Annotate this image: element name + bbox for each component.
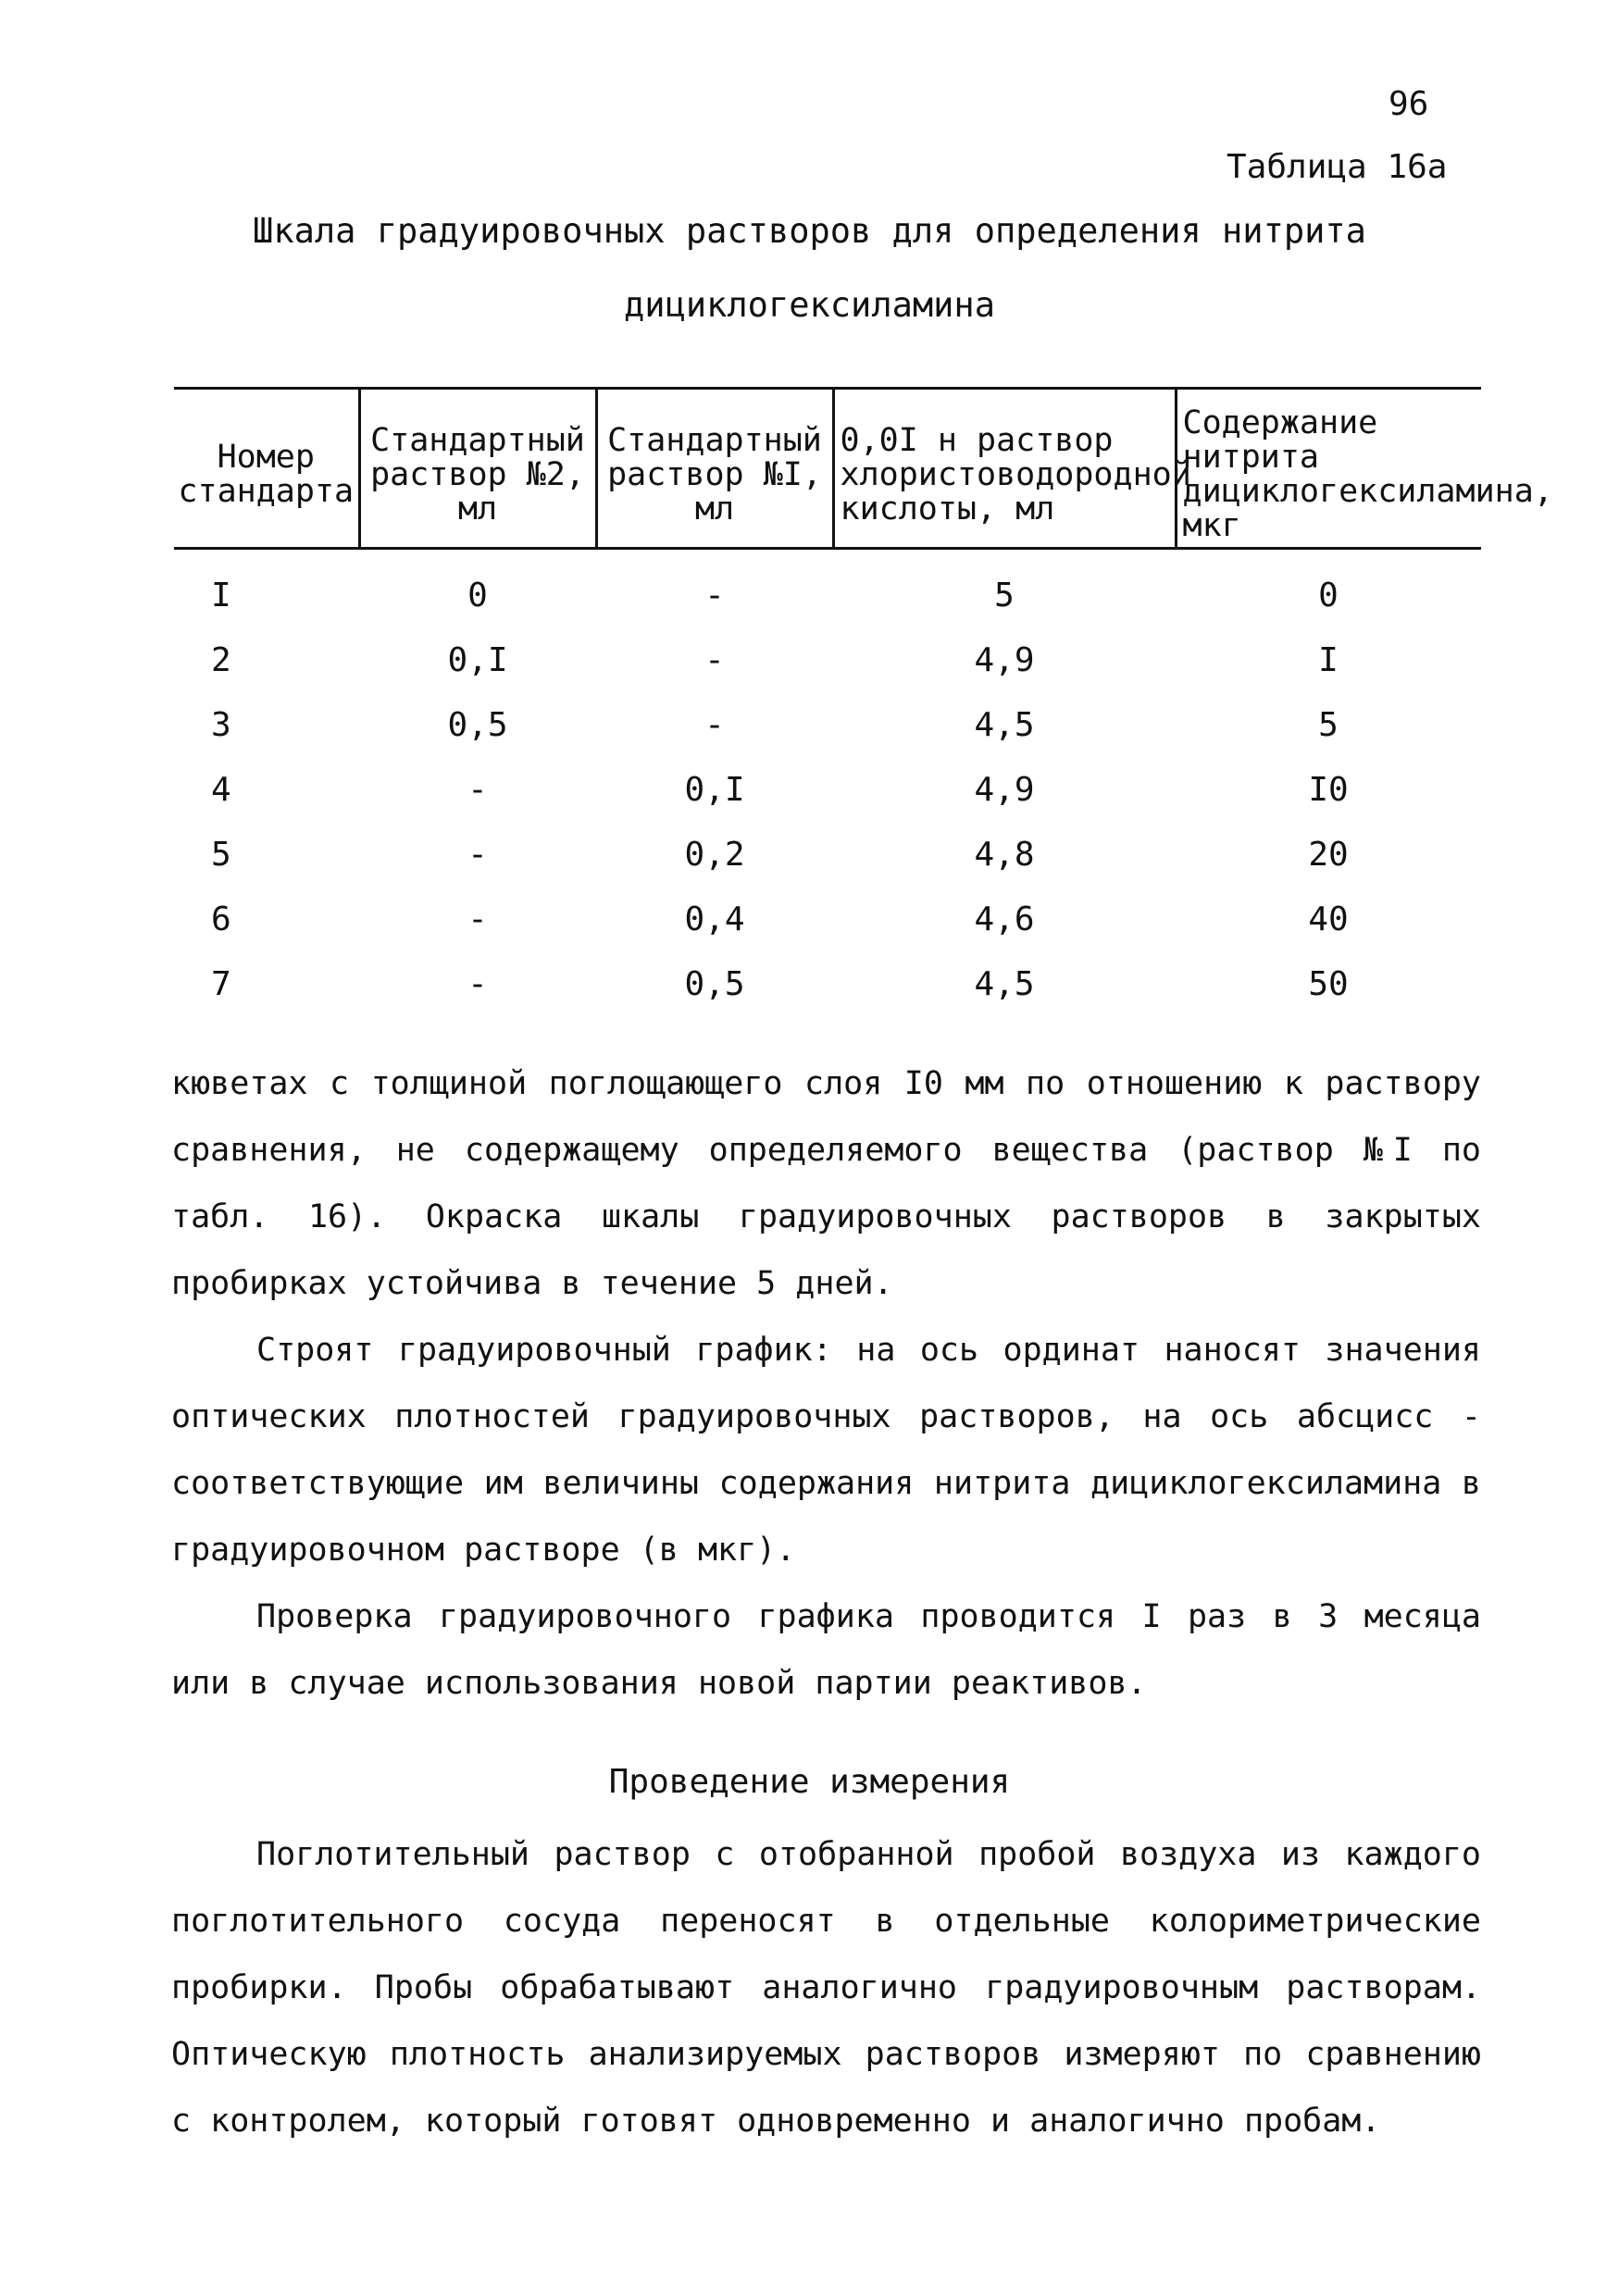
table-cell: I0 bbox=[1308, 770, 1349, 809]
table-cell: 4 bbox=[211, 770, 231, 809]
header-standard-solution-2: Стандартный раствор №2, мл bbox=[359, 389, 596, 549]
calibration-table bbox=[174, 387, 1553, 1016]
table-cell: 0,4 bbox=[684, 900, 745, 938]
table-row bbox=[174, 887, 1481, 951]
page-number: 96 bbox=[1389, 85, 1429, 123]
table-cell: - bbox=[704, 705, 725, 744]
paragraph-graph-check: Проверка градуировочного графика проводится I раз в 3 месяца или в случае использования новой партии реактивов. bbox=[171, 1598, 1481, 1702]
table-cell: - bbox=[467, 770, 488, 809]
table-cell: 0,I bbox=[684, 770, 745, 809]
table-row bbox=[174, 822, 1481, 887]
table-row bbox=[174, 951, 1481, 1016]
table-cell: I bbox=[211, 576, 231, 614]
table-cell: I bbox=[1318, 640, 1339, 679]
table-cell: 0,2 bbox=[684, 835, 745, 874]
body-text bbox=[171, 1050, 1481, 1717]
header-standard-number: Номер стандарта bbox=[174, 389, 359, 549]
table-cell: 5 bbox=[211, 835, 231, 874]
table-cell: 40 bbox=[1308, 900, 1349, 938]
table-cell: 4,6 bbox=[974, 900, 1035, 938]
table-cell: 20 bbox=[1308, 835, 1349, 874]
table-cell: 4,5 bbox=[974, 705, 1035, 744]
table-cell: 0,5 bbox=[684, 964, 745, 1003]
table-cell: 50 bbox=[1308, 964, 1349, 1003]
table-cell: - bbox=[704, 640, 725, 679]
table-row bbox=[174, 549, 1481, 628]
table-cell: 0 bbox=[467, 576, 488, 614]
table-cell: 5 bbox=[1318, 705, 1339, 744]
paragraph-cuvettes: кюветах с толщиной поглощающего слоя I0 мм по отношению к раствору сравнения, не содержащему определяемого вещества (раствор №I по табл. 16). Окраска шкалы градуировочных растворов в закрытых пробирках устойчива в течение 5 дней. bbox=[171, 1065, 1481, 1302]
table-cell: 2 bbox=[211, 640, 231, 679]
header-standard-solution-1: Стандартный раствор №I, мл bbox=[596, 389, 833, 549]
table-cell: 0,I bbox=[447, 640, 508, 679]
table-row bbox=[174, 627, 1481, 692]
table-header-row bbox=[174, 389, 1481, 549]
table-title-line2: дициклогексиламина bbox=[624, 285, 995, 325]
paragraph-measurement: Поглотительный раствор с отобранной пробой воздуха из каждого поглотительного сосуда переносят в отдельные колориметрические пробирки. Пробы обрабатывают аналогично градуировочным растворам. Оптическую плотность анализируемых растворов измеряют по сравнению с контролем, который готовят одновременно и аналогично пробам. bbox=[171, 1836, 1481, 2140]
table-cell: 0,5 bbox=[447, 705, 508, 744]
table-cell: 4,5 bbox=[974, 964, 1035, 1003]
table-cell: - bbox=[467, 964, 488, 1003]
table-row bbox=[174, 757, 1481, 822]
table-cell: 0 bbox=[1318, 576, 1339, 614]
table-label: Таблица 16а bbox=[1227, 148, 1448, 186]
table-cell: - bbox=[704, 576, 725, 614]
table-cell: - bbox=[467, 900, 488, 938]
table-cell: 5 bbox=[994, 576, 1015, 614]
header-hcl-solution: 0,0I н раствор хлористоводородной кислоты, мл bbox=[833, 389, 1176, 549]
table-row bbox=[174, 692, 1481, 757]
table-cell: 7 bbox=[211, 964, 231, 1003]
table-title-line1: Шкала градуировочных растворов для определения нитрита bbox=[253, 211, 1366, 251]
table-cell: 4,9 bbox=[974, 640, 1035, 679]
paragraph-calibration-graph: Строят градуировочный график: на ось ординат наносят значения оптических плотностей градуировочных растворов, на ось абсцисс - соответствующие им величины содержания нитрита дициклогексиламина в градуировочном растворе (в мкг). bbox=[171, 1332, 1481, 1569]
table-cell: 4,9 bbox=[974, 770, 1035, 809]
table-cell: - bbox=[467, 835, 488, 874]
section-heading: Проведение измерения bbox=[608, 1763, 1011, 1801]
header-nitrite-content: Содержание нитрита дициклогексиламина, мкг bbox=[1176, 389, 1481, 549]
measurement-text bbox=[171, 1821, 1481, 2154]
table-cell: 4,8 bbox=[974, 835, 1035, 874]
table-cell: 3 bbox=[211, 705, 231, 744]
table-cell: 6 bbox=[211, 900, 231, 938]
